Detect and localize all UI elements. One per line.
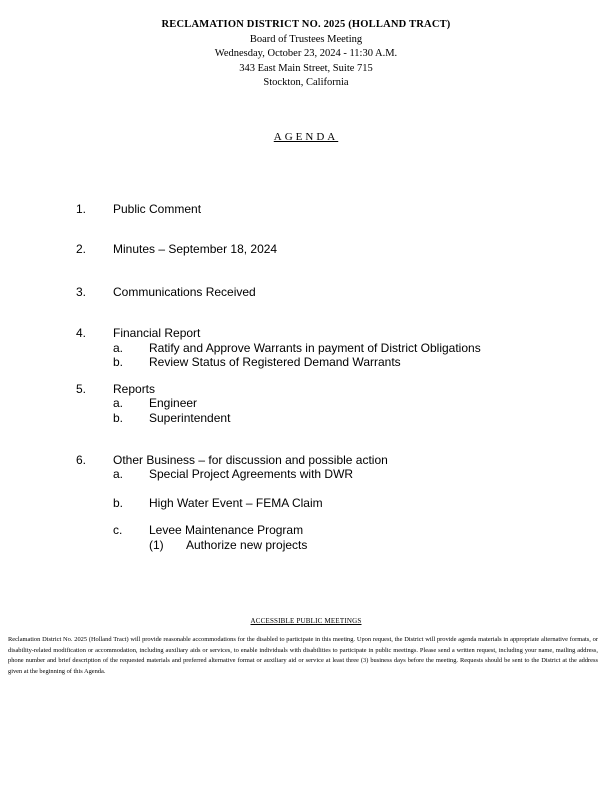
sub-item-engineer: Engineer — [149, 396, 198, 410]
item-number: 1. — [76, 202, 87, 216]
sub-sub-item-number: (1) — [149, 538, 164, 552]
agenda-item-communications: Communications Received — [113, 285, 256, 299]
sub-item-ratify-warrants: Ratify and Approve Warrants in payment of District Obligations — [149, 341, 481, 355]
item-number: 5. — [76, 382, 87, 396]
agenda-item-other-business: Other Business – for discussion and possible action — [113, 453, 388, 467]
district-title: RECLAMATION DISTRICT NO. 2025 (HOLLAND TRACT) — [161, 19, 451, 30]
agenda-item-minutes: Minutes – September 18, 2024 — [113, 242, 278, 256]
item-number: 3. — [76, 285, 87, 299]
sub-item-review-warrants: Review Status of Registered Demand Warrants — [149, 355, 401, 369]
sub-item-letter: c. — [113, 523, 123, 537]
sub-item-fema-claim: High Water Event – FEMA Claim — [149, 496, 323, 510]
sub-item-letter: b. — [113, 355, 124, 369]
accessible-meetings-heading: ACCESSIBLE PUBLIC MEETINGS — [250, 617, 362, 625]
meeting-name: Board of Trustees Meeting — [249, 33, 363, 45]
agenda-item-reports: Reports — [113, 382, 156, 396]
sub-item-superintendent: Superintendent — [149, 411, 231, 425]
meeting-datetime: Wednesday, October 23, 2024 - 11:30 A.M. — [214, 48, 398, 59]
sub-item-letter: a. — [113, 467, 124, 481]
agenda-heading: AGENDA — [273, 131, 339, 143]
meeting-city: Stockton, California — [263, 77, 349, 88]
item-number: 2. — [76, 242, 87, 256]
accessible-meetings-text: Reclamation District No. 2025 (Holland Tract) will provide reasonable accommodations for the disabled to participate in this meeting. Upon request, the District will provide agenda materials in appropriate alternative formats, or disability-related modification or accommodation, including auxiliary aids or services, to enable individuals with disabilities to participate in public meetings. Please send a written request, including your name, mailing address, phone number and brief description of the requested materials and preferred alternative format or auxiliary aid or service at least three (3) business days before the meeting. Requests should be sent to the District at the address given at the beginning of this Agenda. — [8, 636, 598, 675]
document-header — [0, 18, 612, 91]
sub-sub-item-authorize-projects: Authorize new projects — [186, 538, 308, 552]
sub-item-letter: b. — [113, 411, 124, 425]
item-number: 6. — [76, 453, 87, 467]
agenda-item-financial-report: Financial Report — [113, 326, 201, 340]
item-number: 4. — [76, 326, 87, 340]
agenda-item-public-comment: Public Comment — [113, 202, 202, 216]
sub-item-levee-maintenance: Levee Maintenance Program — [149, 523, 304, 537]
sub-item-letter: a. — [113, 396, 124, 410]
sub-item-dwr-agreements: Special Project Agreements with DWR — [149, 467, 354, 481]
meeting-address: 343 East Main Street, Suite 715 — [239, 62, 373, 74]
sub-item-letter: a. — [113, 341, 124, 355]
sub-item-letter: b. — [113, 496, 124, 510]
